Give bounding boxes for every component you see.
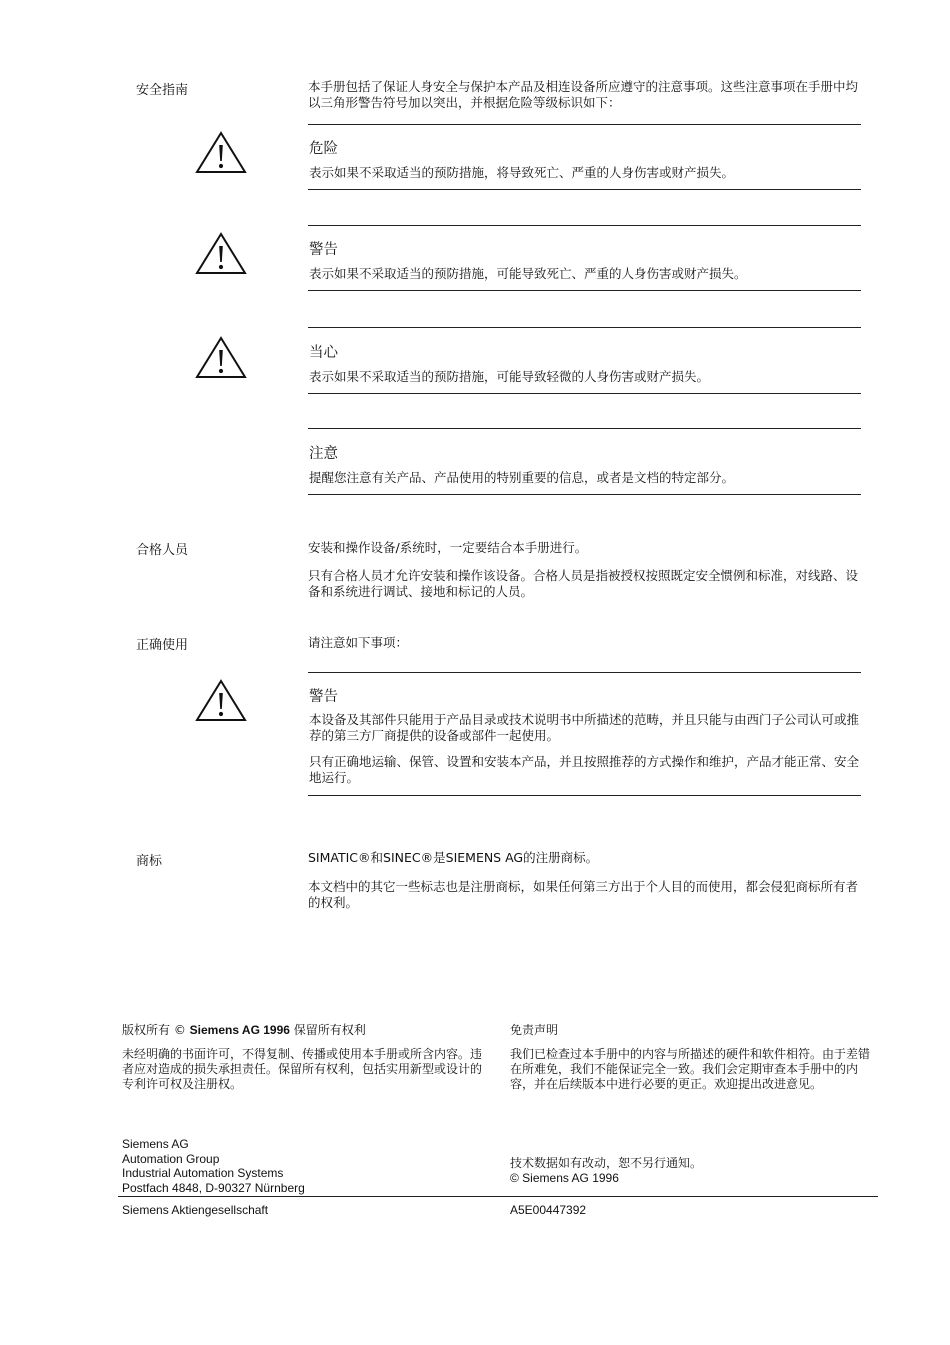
address-line: Postfach 4848, D-90327 Nürnberg: [122, 1180, 305, 1195]
trademarks-paragraph-1: SIMATIC®和SINEC®是SIEMENS AG的注册商标。: [308, 850, 599, 865]
danger-title: 危险: [309, 141, 338, 157]
address-line: Automation Group: [122, 1151, 220, 1166]
warning-triangle-icon: [195, 130, 247, 174]
trademarks-paragraph-2: 本文档中的其它一些标志也是注册商标，如果任何第三方出于个人目的而使用，都会侵犯商标所有者的权利。: [308, 879, 859, 910]
caution-bottom-rule: [308, 393, 861, 394]
disclaimer-title: 免责声明: [510, 1023, 559, 1037]
disclaimer-text: 我们已检查过本手册中的内容与所描述的硬件和软件相符。由于差错在所难免，我们不能保证完全一致。我们会定期审查本手册中的内容，并在后续版本中进行必要的更正。欢迎提出改进意见。: [510, 1047, 871, 1091]
warning-triangle-icon: [195, 678, 247, 722]
caution-top-rule: [308, 327, 861, 328]
correct-use-section-label: 正确使用: [136, 638, 189, 653]
safety-intro-text: 本手册包括了保证人身安全与保护本产品及相连设备所应遵守的注意事项。这些注意事项在手册中均以三角形警告符号加以突出，并根据危险等级标识如下：: [308, 79, 859, 110]
correct-use-warning-paragraph-1: 本设备及其部件只能用于产品目录或技术说明书中所描述的范畴，并且只能与由西门子公司认可或推荐的第三方厂商提供的设备或部件一起使用。: [309, 712, 860, 743]
qualified-paragraph-1: 安装和操作设备/系统时，一定要结合本手册进行。: [308, 540, 588, 555]
correct-use-top-rule: [308, 672, 861, 673]
copyright-text: 未经明确的书面许可，不得复制、传播或使用本手册或所含内容。违者应对造成的损失承担责任。保留所有权利，包括实用新型或设计的专利许可权及注册权。: [122, 1047, 483, 1091]
notice-text: 提醒您注意有关产品、产品使用的特别重要的信息，或者是文档的特定部分。: [309, 470, 735, 485]
copyright-suffix: 保留所有权利: [293, 1023, 366, 1037]
safety-section-label: 安全指南: [136, 83, 189, 98]
warning-bottom-rule: [308, 290, 861, 291]
danger-bottom-rule: [308, 189, 861, 190]
address-line: Siemens AG: [122, 1137, 189, 1151]
address-line: Industrial Automation Systems: [122, 1166, 284, 1180]
caution-text: 表示如果不采取适当的预防措施，可能导致轻微的人身伤害或财产损失。: [309, 369, 710, 384]
correct-use-bottom-rule: [308, 795, 861, 796]
correct-use-warning-paragraph-2: 只有正确地运输、保管、设置和安装本产品，并且按照推荐的方式操作和维护，产品才能正常、安全地运行。: [309, 754, 860, 785]
warning-triangle-icon: [195, 335, 247, 379]
warning-triangle-icon: [195, 231, 247, 275]
company-full-name: Siemens Aktiengesellschaft: [122, 1203, 269, 1217]
qualified-paragraph-2: 只有合格人员才允许安装和操作该设备。合格人员是指被授权按照既定安全惯例和标准，对线路、设备和系统进行调试、接地和标记的人员。: [308, 568, 859, 599]
trademarks-section-label: 商标: [136, 854, 163, 869]
footer-rule: [118, 1196, 878, 1197]
warning-title: 警告: [309, 242, 338, 258]
copyright-company: Siemens AG 1996: [189, 1023, 290, 1037]
correct-use-warning-title: 警告: [309, 689, 338, 705]
document-number: A5E00447392: [510, 1203, 587, 1217]
warning-top-rule: [308, 225, 861, 226]
danger-text: 表示如果不采取适当的预防措施，将导致死亡、严重的人身伤害或财产损失。: [309, 165, 735, 180]
copyright-prefix: 版权所有 ©: [122, 1023, 186, 1037]
address-block: [122, 1137, 305, 1195]
notice-bottom-rule: [308, 494, 861, 495]
danger-top-rule: [308, 124, 861, 125]
notice-top-rule: [308, 428, 861, 429]
tech-data-copyright: © Siemens AG 1996: [510, 1171, 619, 1185]
notice-title: 注意: [309, 446, 338, 462]
caution-title: 当心: [309, 345, 338, 361]
correct-use-intro: 请注意如下事项：: [308, 635, 409, 650]
warning-text: 表示如果不采取适当的预防措施，可能导致死亡、严重的人身伤害或财产损失。: [309, 266, 747, 281]
tech-data-notice: 技术数据如有改动，恕不另行通知。: [510, 1156, 703, 1170]
copyright-heading: [122, 1023, 492, 1038]
qualified-section-label: 合格人员: [136, 543, 189, 558]
